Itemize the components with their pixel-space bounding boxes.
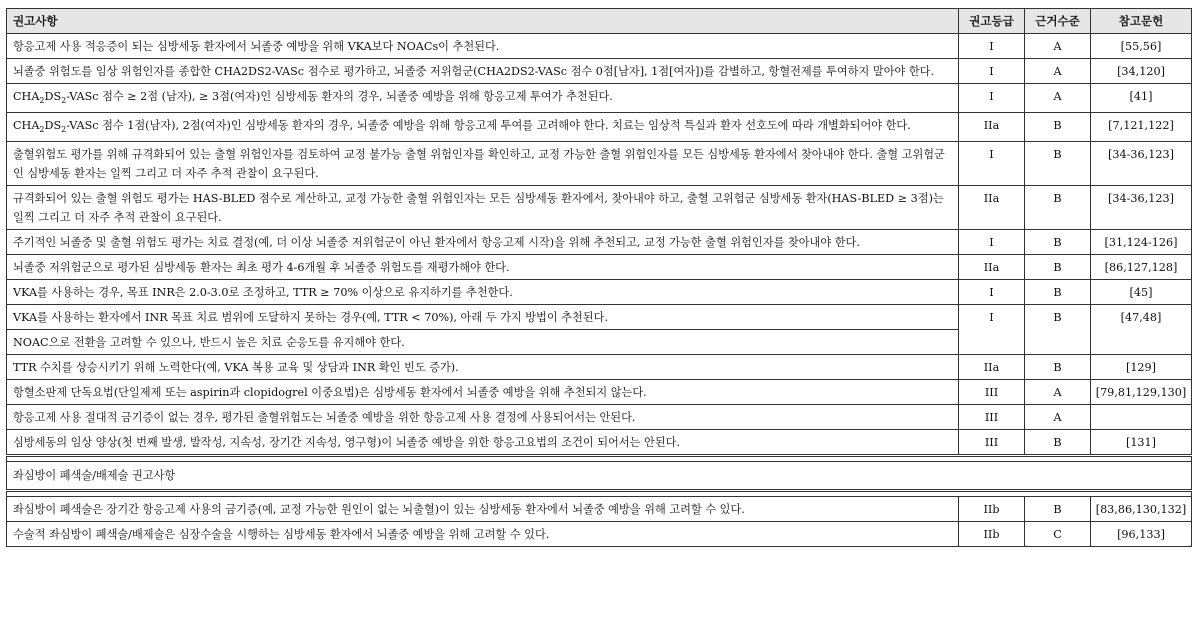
row-level: A <box>1025 405 1091 430</box>
text-part: -VASc 점수 1점(남자), 2점(여자)인 심방세동 환자의 경우, 뇌졸중 예방을 위해 항응고제 투여를 고려해야 한다. 치료는 임상적 특실과 환자 선호도에 따라 개별화되어야 한다. <box>66 119 911 133</box>
row-grade: IIa <box>959 113 1025 142</box>
row-grade: I <box>959 142 1025 186</box>
row-text: 좌심방이 폐색술은 장기간 항응고제 사용의 금기증(예, 교정 가능한 원인이 없는 뇌출혈)이 있는 심방세동 환자에서 뇌졸중 예방을 위해 고려할 수 있다. <box>7 497 959 522</box>
row-refs: [83,86,130,132] <box>1091 497 1192 522</box>
row-refs: [47,48] <box>1091 305 1192 355</box>
table-row <box>7 497 1192 522</box>
row-refs: [79,81,129,130] <box>1091 380 1192 405</box>
recommendation-table <box>6 8 1192 547</box>
row-text: VKA를 사용하는 경우, 목표 INR은 2.0-3.0로 조정하고, TTR ≥ 70% 이상으로 유지하기를 추천한다. <box>7 280 959 305</box>
row-level: A <box>1025 34 1091 59</box>
subscript: 2 <box>61 125 67 135</box>
row-refs: [86,127,128] <box>1091 255 1192 280</box>
table-row <box>7 280 1192 305</box>
row-refs: [34-36,123] <box>1091 142 1192 186</box>
subscript: 2 <box>39 125 45 135</box>
row-text: 뇌졸중 저위험군으로 평가된 심방세동 환자는 최초 평가 4-6개월 후 뇌졸중 위험도를 재평가해야 한다. <box>7 255 959 280</box>
row-text: TTR 수치를 상승시키기 위해 노력한다(예, VKA 복용 교육 및 상담과 INR 확인 빈도 증가). <box>7 355 959 380</box>
section-title: 좌심방이 폐색술/배제술 권고사항 <box>7 462 1192 491</box>
row-text: 심방세동의 임상 양상(첫 번째 발생, 발작성, 지속성, 장기간 지속성, 영구형)이 뇌졸중 예방을 위한 항응고요법의 조건이 되어서는 안된다. <box>7 430 959 456</box>
row-text: 항혈소판제 단독요법(단일제제 또는 aspirin과 clopidogrel 이중요법)은 심방세동 환자에서 뇌졸중 예방을 위해 추천되지 않는다. <box>7 380 959 405</box>
row-level: A <box>1025 84 1091 113</box>
table-row <box>7 230 1192 255</box>
table-row <box>7 380 1192 405</box>
section-heading-row <box>7 462 1192 491</box>
row-grade: III <box>959 380 1025 405</box>
subscript: 2 <box>39 96 45 106</box>
table-row <box>7 142 1192 186</box>
row-refs: [129] <box>1091 355 1192 380</box>
row-level: B <box>1025 186 1091 230</box>
row-grade: I <box>959 84 1025 113</box>
row-level: A <box>1025 380 1091 405</box>
row-refs: [131] <box>1091 430 1192 456</box>
row-grade: IIb <box>959 522 1025 547</box>
row-level: B <box>1025 230 1091 255</box>
table-row <box>7 305 1192 330</box>
row-grade: IIa <box>959 255 1025 280</box>
text-part: CHA <box>13 90 40 103</box>
row-text: 뇌졸중 위험도를 임상 위험인자를 종합한 CHA2DS2-VASc 점수로 평가하고, 뇌졸중 저위험군(CHA2DS2-VASc 점수 0점[남자], 1점[여자])를 감별하고, 항혈전제를 투여하지 말아야 한다. <box>7 59 959 84</box>
row-level: B <box>1025 142 1091 186</box>
row-text: 규격화되어 있는 출혈 위험도 평가는 HAS-BLED 점수로 계산하고, 교정 가능한 출혈 위험인자는 모든 심방세동 환자에서, 찾아내야 하고, 출혈 고위험군 심방세동 환자(HAS-BLED ≥ 3점)는 일찍 그리고 더 자주 추적 관찰이 요구된다. <box>7 186 959 230</box>
row-text: 주기적인 뇌졸중 및 출혈 위험도 평가는 치료 결정(예, 더 이상 뇌졸중 저위험군이 아닌 환자에서 항응고제 시작)을 위해 추천되고, 교정 가능한 출혈 위험인자를 찾아내야 한다. <box>7 230 959 255</box>
row-level: B <box>1025 113 1091 142</box>
recommendation-table-container <box>6 8 1191 547</box>
row-level: B <box>1025 305 1091 355</box>
table-row <box>7 405 1192 430</box>
row-grade: I <box>959 280 1025 305</box>
row-refs: [31,124-126] <box>1091 230 1192 255</box>
row-level: A <box>1025 59 1091 84</box>
row-refs: [7,121,122] <box>1091 113 1192 142</box>
table-header-row <box>7 9 1192 34</box>
table-row <box>7 84 1192 113</box>
header-recommendation: 권고사항 <box>7 9 959 34</box>
row-text <box>7 113 959 142</box>
row-refs: [41] <box>1091 84 1192 113</box>
row-level: B <box>1025 497 1091 522</box>
header-evidence: 근거수준 <box>1025 9 1091 34</box>
row-refs <box>1091 405 1192 430</box>
table-row <box>7 255 1192 280</box>
row-refs: [55,56] <box>1091 34 1192 59</box>
table-row <box>7 34 1192 59</box>
row-text: VKA를 사용하는 환자에서 INR 목표 치료 범위에 도달하지 못하는 경우(예, TTR < 70%), 아래 두 가지 방법이 추천된다. <box>7 305 959 330</box>
row-grade: I <box>959 305 1025 355</box>
row-refs: [96,133] <box>1091 522 1192 547</box>
text-part: CHA <box>13 119 40 133</box>
row-text: 항응고제 사용 절대적 금기증이 없는 경우, 평가된 출혈위험도는 뇌졸중 예방을 위한 항응고제 사용 결정에 사용되어서는 안된다. <box>7 405 959 430</box>
row-text <box>7 84 959 113</box>
row-level: B <box>1025 255 1091 280</box>
row-level: B <box>1025 430 1091 456</box>
row-level: C <box>1025 522 1091 547</box>
text-part: DS <box>44 90 62 103</box>
row-level: B <box>1025 280 1091 305</box>
row-grade: I <box>959 34 1025 59</box>
header-grade: 권고등급 <box>959 9 1025 34</box>
row-grade: I <box>959 230 1025 255</box>
row-grade: III <box>959 430 1025 456</box>
row-grade: IIa <box>959 186 1025 230</box>
row-level: B <box>1025 355 1091 380</box>
text-part: DS <box>44 119 62 133</box>
subscript: 2 <box>61 96 67 106</box>
row-grade: III <box>959 405 1025 430</box>
table-row <box>7 59 1192 84</box>
row-text: 출혈위험도 평가를 위해 규격화되어 있는 출혈 위험인자를 검토하여 교정 불가능 출혈 위험인자를 확인하고, 교정 가능한 출혈 위험인자를 모든 심방세동 환자에서 찾아내야 한다. 출혈 고위험군인 심방세동 환자는 일찍 그리고 더 자주 추적 관찰이 요구된다. <box>7 142 959 186</box>
row-refs: [34,120] <box>1091 59 1192 84</box>
row-refs: [45] <box>1091 280 1192 305</box>
table-row <box>7 355 1192 380</box>
table-row <box>7 430 1192 456</box>
table-row <box>7 186 1192 230</box>
row-grade: I <box>959 59 1025 84</box>
header-references: 참고문헌 <box>1091 9 1192 34</box>
row-refs: [34-36,123] <box>1091 186 1192 230</box>
row-grade: IIb <box>959 497 1025 522</box>
row-text: 수술적 좌심방이 폐색술/배제술은 심장수술을 시행하는 심방세동 환자에서 뇌졸중 예방을 위해 고려할 수 있다. <box>7 522 959 547</box>
text-part: -VASc 점수 ≥ 2점 (남자), ≥ 3점(여자)인 심방세동 환자의 경우, 뇌졸중 예방을 위해 항응고제 투여가 추천된다. <box>66 90 613 103</box>
row-subtext: NOAC으로 전환을 고려할 수 있으나, 반드시 높은 치료 순응도를 유지해야 한다. <box>7 330 959 355</box>
table-row <box>7 113 1192 142</box>
row-text: 항응고제 사용 적응증이 되는 심방세동 환자에서 뇌졸중 예방을 위해 VKA보다 NOACs이 추천된다. <box>7 34 959 59</box>
row-grade: IIa <box>959 355 1025 380</box>
table-row <box>7 522 1192 547</box>
